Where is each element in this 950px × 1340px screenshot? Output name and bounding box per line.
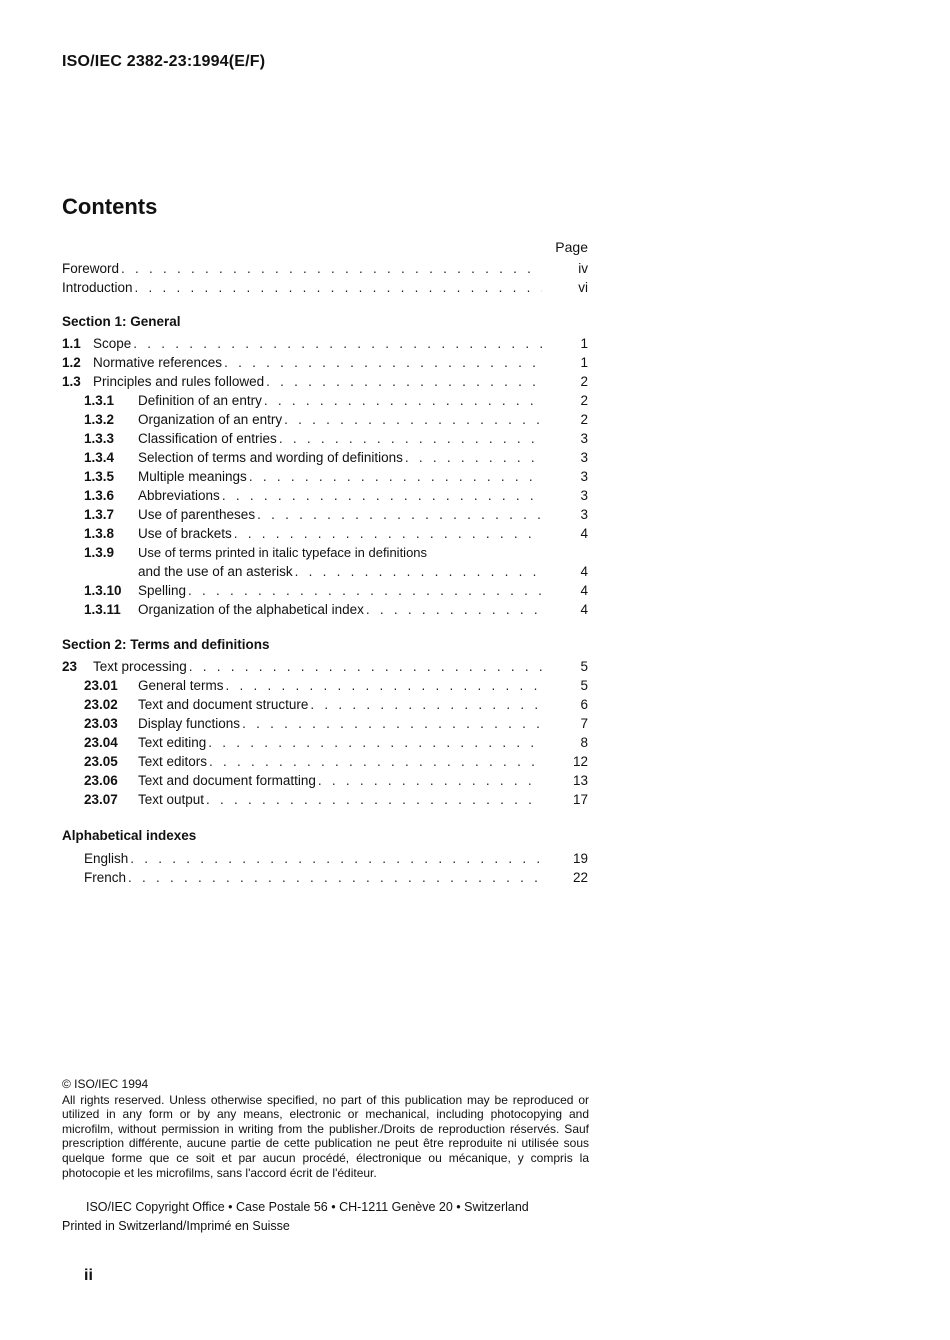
printed-in-line: Printed in Switzerland/Imprimé en Suisse xyxy=(62,1219,290,1233)
toc-entry-page: 4 xyxy=(580,602,588,617)
toc-entry-number: 23.01 xyxy=(84,678,118,693)
toc-entry-page: 1 xyxy=(580,336,588,351)
toc-entry-1-3[interactable] xyxy=(62,370,588,389)
toc-entry-page: 4 xyxy=(580,583,588,598)
toc-entry-23-05[interactable] xyxy=(84,750,588,769)
toc-entry-1-3-10[interactable] xyxy=(84,579,588,598)
toc-entry-text: English xyxy=(84,851,129,866)
toc-entry-page: 5 xyxy=(580,678,588,693)
toc-entry-text: Use of brackets xyxy=(138,526,232,541)
dot-leader xyxy=(131,336,542,351)
toc-entry-number: 1.3.9 xyxy=(84,545,115,560)
dot-leader xyxy=(232,526,542,541)
toc-entry-text: Foreword xyxy=(62,261,120,276)
dot-leader xyxy=(264,374,542,389)
page-title: Contents xyxy=(62,194,158,219)
toc-entry-number: 1.3 xyxy=(62,374,81,389)
toc-entry-number: 23.06 xyxy=(84,773,118,788)
toc-entry-number: 23 xyxy=(62,659,78,674)
dot-leader xyxy=(186,583,542,598)
toc-entry-text: Selection of terms and wording of definitions xyxy=(138,450,403,465)
toc-entry-page: vi xyxy=(578,280,588,295)
toc-entry-page: 4 xyxy=(580,526,588,541)
toc-entry-page: 6 xyxy=(580,697,588,712)
dot-leader xyxy=(364,602,542,617)
dot-leader xyxy=(308,697,542,712)
dot-leader xyxy=(220,488,542,503)
toc-entry-page: 2 xyxy=(580,393,588,408)
dot-leader xyxy=(206,735,542,750)
toc-entry-number: 1.3.5 xyxy=(84,469,115,484)
toc-entry-page: 3 xyxy=(580,488,588,503)
toc-entry-text: Classification of entries xyxy=(138,431,277,446)
page-column-label: Page xyxy=(555,239,588,255)
toc-entry-1-3-4[interactable] xyxy=(84,446,588,465)
toc-entry-23-03[interactable] xyxy=(84,712,588,731)
dot-leader xyxy=(222,355,542,370)
toc-entry-text: Normative references xyxy=(93,355,223,370)
dot-leader xyxy=(255,507,542,522)
dot-leader xyxy=(262,393,542,408)
dot-leader xyxy=(403,450,542,465)
dot-leader xyxy=(128,851,542,866)
toc-entry-text: Multiple meanings xyxy=(138,469,247,484)
toc-entry-page: 8 xyxy=(580,735,588,750)
toc-entry-page: 5 xyxy=(580,659,588,674)
dot-leader xyxy=(204,792,542,807)
toc-entry-index-french[interactable] xyxy=(84,866,588,885)
toc-entry-text: Text and document formatting xyxy=(138,773,316,788)
toc-entry-foreword[interactable] xyxy=(62,257,588,276)
toc-entry-text: Text and document structure xyxy=(138,697,309,712)
dot-leader xyxy=(207,754,542,769)
toc-entry-page: 22 xyxy=(572,870,588,885)
toc-entry-text: Spelling xyxy=(138,583,187,598)
dot-leader xyxy=(119,261,542,276)
toc-entry-number: 23.02 xyxy=(84,697,118,712)
document-header: ISO/IEC 2382-23:1994(E/F) xyxy=(62,53,266,70)
toc-entry-number: 1.3.3 xyxy=(84,431,115,446)
toc-entry-page: 17 xyxy=(572,792,588,807)
toc-entry-text: Use of terms printed in italic typeface in definitions xyxy=(138,545,428,560)
toc-entry-number: 1.3.4 xyxy=(84,450,115,465)
toc-entry-text: Text editing xyxy=(138,735,207,750)
toc-entry-page: 3 xyxy=(580,507,588,522)
page-number: ii xyxy=(84,1267,93,1284)
toc-entry-index-english[interactable] xyxy=(84,847,588,866)
toc-entry-1-3-7[interactable] xyxy=(84,503,588,522)
toc-entry-number: 1.3.2 xyxy=(84,412,115,427)
dot-leader xyxy=(126,870,542,885)
toc-entry-1-3-11[interactable] xyxy=(84,598,588,617)
toc-entry-23-06[interactable] xyxy=(84,769,588,788)
toc-entry-text: Introduction xyxy=(62,280,133,295)
dot-leader xyxy=(133,280,542,295)
dot-leader xyxy=(282,412,542,427)
toc-entry-text: General terms xyxy=(138,678,224,693)
toc-entry-number: 23.07 xyxy=(84,792,118,807)
copyright-office-address: ISO/IEC Copyright Office • Case Postale 56 • CH-1211 Genève 20 • Switzerland xyxy=(86,1200,529,1214)
toc-entry-text: Organization of an entry xyxy=(138,412,283,427)
toc-entry-number: 23.04 xyxy=(84,735,118,750)
dot-leader xyxy=(277,431,542,446)
toc-entry-page: 7 xyxy=(580,716,588,731)
toc-entry-number: 23.05 xyxy=(84,754,118,769)
toc-entry-number: 1.3.10 xyxy=(84,583,122,598)
toc-entry-page: 13 xyxy=(572,773,588,788)
toc-entry-text: Text output xyxy=(138,792,205,807)
toc-entry-1-3-9-continued[interactable] xyxy=(138,560,588,579)
toc-entry-text: Definition of an entry xyxy=(138,393,262,408)
toc-entry-introduction[interactable] xyxy=(62,276,588,295)
toc-entry-text: Scope xyxy=(93,336,132,351)
toc-entry-number: 1.3.6 xyxy=(84,488,115,503)
toc-entry-1-3-5[interactable] xyxy=(84,465,588,484)
toc-entry-1-3-3[interactable] xyxy=(84,427,588,446)
section-2-heading: Section 2: Terms and definitions xyxy=(62,637,270,652)
toc-entry-23[interactable] xyxy=(62,655,588,674)
toc-entry-number: 1.3.1 xyxy=(84,393,115,408)
toc-entry-text: French xyxy=(84,870,127,885)
toc-entry-number: 1.1 xyxy=(62,336,81,351)
toc-entry-1-3-8[interactable] xyxy=(84,522,588,541)
toc-entry-number: 1.3.11 xyxy=(84,602,121,617)
toc-entry-text: Use of parentheses xyxy=(138,507,256,522)
toc-entry-1-3-9[interactable] xyxy=(84,541,588,560)
toc-entry-23-02[interactable] xyxy=(84,693,588,712)
toc-entry-page: 4 xyxy=(580,564,588,579)
dot-leader xyxy=(240,716,542,731)
toc-entry-23-07[interactable] xyxy=(84,788,588,807)
toc-entry-text: Text editors xyxy=(138,754,208,769)
toc-entry-text: Organization of the alphabetical index xyxy=(138,602,364,617)
toc-entry-23-01[interactable] xyxy=(84,674,588,693)
dot-leader xyxy=(316,773,542,788)
toc-entry-page: 12 xyxy=(572,754,588,769)
dot-leader xyxy=(293,564,542,579)
toc-entry-number: 1.3.8 xyxy=(84,526,115,541)
toc-entry-page: 19 xyxy=(572,851,588,866)
toc-entry-23-04[interactable] xyxy=(84,731,588,750)
toc-entry-page: 2 xyxy=(580,374,588,389)
toc-entry-1-3-1[interactable] xyxy=(84,389,588,408)
section-1-heading: Section 1: General xyxy=(62,314,181,329)
toc-entry-text-continued: and the use of an asterisk xyxy=(138,564,293,579)
toc-entry-number: 1.3.7 xyxy=(84,507,115,522)
toc-entry-page: 1 xyxy=(580,355,588,370)
dot-leader xyxy=(187,659,542,674)
copyright-notice xyxy=(62,1077,589,1180)
toc-entry-1-3-6[interactable] xyxy=(84,484,588,503)
toc-entry-1-2[interactable] xyxy=(62,351,588,370)
toc-entry-text: Principles and rules followed xyxy=(93,374,265,389)
toc-entry-number: 23.03 xyxy=(84,716,118,731)
copyright-body: All rights reserved. Unless otherwise specified, no part of this publication may be reproduced or utilized in any form or by any means, electronic or mechanical, including photocopying and microfilm, without permission in writing from the publisher./Droits de reproduction réservés. Sauf prescription différente, aucune partie de cette publication ne peut être reproduite ni utilisée sous quelque forme que ce soit et par aucun procédé, électronique ou mécanique, y compris la photocopie et les microfilms, sans l'accord écrit de l'éditeur. xyxy=(62,1092,589,1180)
toc-entry-text: Display functions xyxy=(138,716,241,731)
copyright-line: © ISO/IEC 1994 xyxy=(62,1077,149,1091)
toc-entry-page: 3 xyxy=(580,431,588,446)
toc-entry-page: iv xyxy=(578,261,588,276)
toc-entry-1-3-2[interactable] xyxy=(84,408,588,427)
toc-entry-text: Text processing xyxy=(93,659,187,674)
toc-entry-number: 1.2 xyxy=(62,355,81,370)
dot-leader xyxy=(247,469,542,484)
indexes-heading: Alphabetical indexes xyxy=(62,828,197,843)
dot-leader xyxy=(224,678,542,693)
toc-entry-page: 3 xyxy=(580,469,588,484)
toc-entry-1-1[interactable] xyxy=(62,332,588,351)
toc-entry-page: 2 xyxy=(580,412,588,427)
toc-entry-page: 3 xyxy=(580,450,588,465)
toc-entry-text: Abbreviations xyxy=(138,488,220,503)
